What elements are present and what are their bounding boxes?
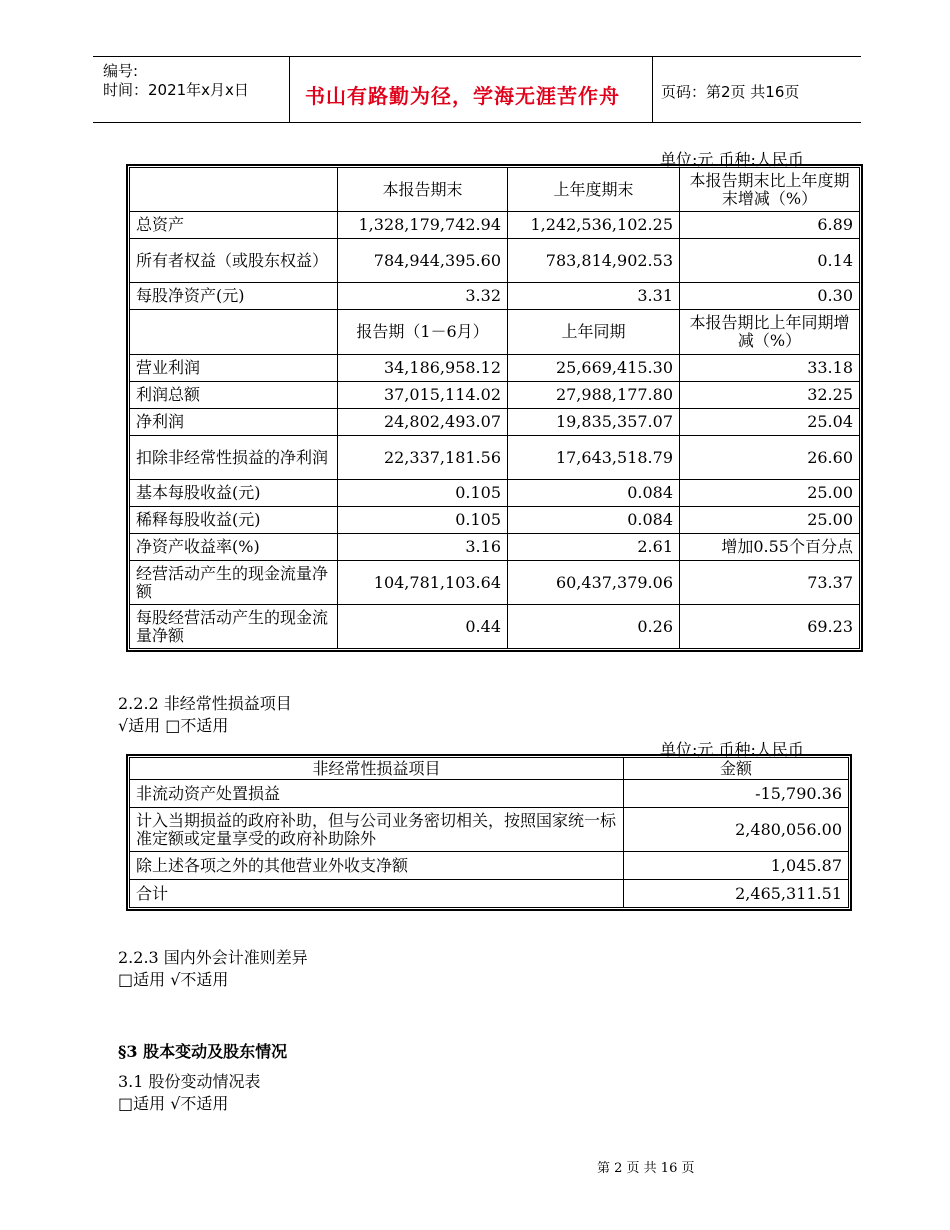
cell-value: 25.04	[680, 409, 860, 436]
row-label: 扣除非经常性损益的净利润	[130, 436, 338, 480]
cell-value: 1,242,536,102.25	[508, 212, 680, 239]
table-row	[130, 283, 860, 310]
cell-value: 104,781,103.64	[338, 561, 508, 605]
cell-value: 3.31	[508, 283, 680, 310]
cell-value: 37,015,114.02	[338, 382, 508, 409]
table-header-row	[130, 758, 849, 780]
cell-value: 1,045.87	[624, 852, 849, 880]
row-label: 计入当期损益的政府补助，但与公司业务密切相关，按照国家统一标准定额或定量享受的政府补助除外	[130, 808, 624, 852]
cell-value: 27,988,177.80	[508, 382, 680, 409]
cell-value: 3.32	[338, 283, 508, 310]
header-page-code: 页码：第2页 共16页	[661, 83, 800, 101]
row-label: 每股净资产(元)	[130, 283, 338, 310]
table-row	[130, 507, 860, 534]
unit-note-222: 单位:元 币种:人民币	[660, 740, 804, 759]
cell-value: 0.084	[508, 507, 680, 534]
column-header: 报告期（1－6月）	[338, 310, 508, 355]
cell-value: 6.89	[680, 212, 860, 239]
cell-value: 0.30	[680, 283, 860, 310]
cell-value: 0.44	[338, 605, 508, 649]
header-divider-right	[652, 57, 653, 122]
cell-value: 26.60	[680, 436, 860, 480]
nonrecurring-items-table	[129, 757, 849, 908]
cell-value: 17,643,518.79	[508, 436, 680, 480]
table-row	[130, 534, 860, 561]
header-empty-cell	[130, 310, 338, 355]
row-label: 非流动资产处置损益	[130, 780, 624, 808]
table-total-row	[130, 880, 849, 908]
table-row	[130, 355, 860, 382]
row-label: 稀释每股收益(元)	[130, 507, 338, 534]
row-label: 净利润	[130, 409, 338, 436]
page-footer: 第 2 页 共 16 页	[597, 1161, 695, 1176]
cell-value: 0.084	[508, 480, 680, 507]
cell-value: 3.16	[338, 534, 508, 561]
table-row	[130, 605, 860, 649]
table-row	[130, 852, 849, 880]
table-row	[130, 808, 849, 852]
cell-value: 25,669,415.30	[508, 355, 680, 382]
column-header: 金额	[624, 758, 849, 780]
column-header: 上年同期	[508, 310, 680, 355]
row-label: 净资产收益率(%)	[130, 534, 338, 561]
applicability-31: □适用 √不适用	[118, 1094, 229, 1113]
table-row	[130, 382, 860, 409]
header-divider-left	[289, 57, 290, 122]
cell-value: 19,835,357.07	[508, 409, 680, 436]
row-label: 合计	[130, 880, 624, 908]
cell-value: 22,337,181.56	[338, 436, 508, 480]
applicability-222: √适用 □不适用	[118, 716, 229, 735]
cell-value: 0.105	[338, 507, 508, 534]
cell-value: 0.26	[508, 605, 680, 649]
header-time-label: 时间：2021年x月x日	[103, 81, 249, 99]
cell-value: 24,802,493.07	[338, 409, 508, 436]
row-label: 经营活动产生的现金流量净额	[130, 561, 338, 605]
column-header: 非经常性损益项目	[130, 758, 624, 780]
cell-value: 0.14	[680, 239, 860, 283]
main-financial-table	[129, 167, 860, 649]
cell-value: 2,465,311.51	[624, 880, 849, 908]
cell-value: 60,437,379.06	[508, 561, 680, 605]
header-motto: 书山有路勤为径，学海无涯苦作舟	[305, 84, 620, 108]
cell-value: 25.00	[680, 480, 860, 507]
column-header: 上年度期末	[508, 168, 680, 212]
table-row	[130, 780, 849, 808]
cell-value: 32.25	[680, 382, 860, 409]
table-row	[130, 436, 860, 480]
row-label: 利润总额	[130, 382, 338, 409]
column-header: 本报告期比上年同期增减（%）	[680, 310, 860, 355]
unit-note-main: 单位:元 币种:人民币	[660, 150, 804, 169]
table-row	[130, 480, 860, 507]
applicability-223: □适用 √不适用	[118, 970, 229, 989]
section-heading-3: §3 股本变动及股东情况	[118, 1042, 288, 1061]
cell-value: 73.37	[680, 561, 860, 605]
cell-value: 69.23	[680, 605, 860, 649]
cell-value: 增加0.55个百分点	[680, 534, 860, 561]
header-empty-cell	[130, 168, 338, 212]
column-header: 本报告期末	[338, 168, 508, 212]
row-label: 每股经营活动产生的现金流量净额	[130, 605, 338, 649]
table-row	[130, 212, 860, 239]
cell-value: 783,814,902.53	[508, 239, 680, 283]
cell-value: 2,480,056.00	[624, 808, 849, 852]
cell-value: -15,790.36	[624, 780, 849, 808]
header-number-label: 编号:	[103, 62, 139, 80]
table-row	[130, 561, 860, 605]
row-label: 总资产	[130, 212, 338, 239]
section-heading-31: 3.1 股份变动情况表	[118, 1072, 261, 1091]
cell-value: 33.18	[680, 355, 860, 382]
row-label: 所有者权益（或股东权益）	[130, 239, 338, 283]
cell-value: 34,186,958.12	[338, 355, 508, 382]
cell-value: 25.00	[680, 507, 860, 534]
table-row	[130, 409, 860, 436]
header-bottom-rule	[93, 122, 861, 123]
cell-value: 2.61	[508, 534, 680, 561]
cell-value: 784,944,395.60	[338, 239, 508, 283]
section-heading-223: 2.2.3 国内外会计准则差异	[118, 948, 308, 967]
section-heading-222: 2.2.2 非经常性损益项目	[118, 694, 292, 713]
table-row	[130, 239, 860, 283]
cell-value: 0.105	[338, 480, 508, 507]
row-label: 除上述各项之外的其他营业外收支净额	[130, 852, 624, 880]
header-top-rule	[93, 56, 861, 57]
column-header: 本报告期末比上年度期末增减（%）	[680, 168, 860, 212]
table-header-row	[130, 168, 860, 212]
cell-value: 1,328,179,742.94	[338, 212, 508, 239]
table-subheader-row	[130, 310, 860, 355]
row-label: 基本每股收益(元)	[130, 480, 338, 507]
row-label: 营业利润	[130, 355, 338, 382]
